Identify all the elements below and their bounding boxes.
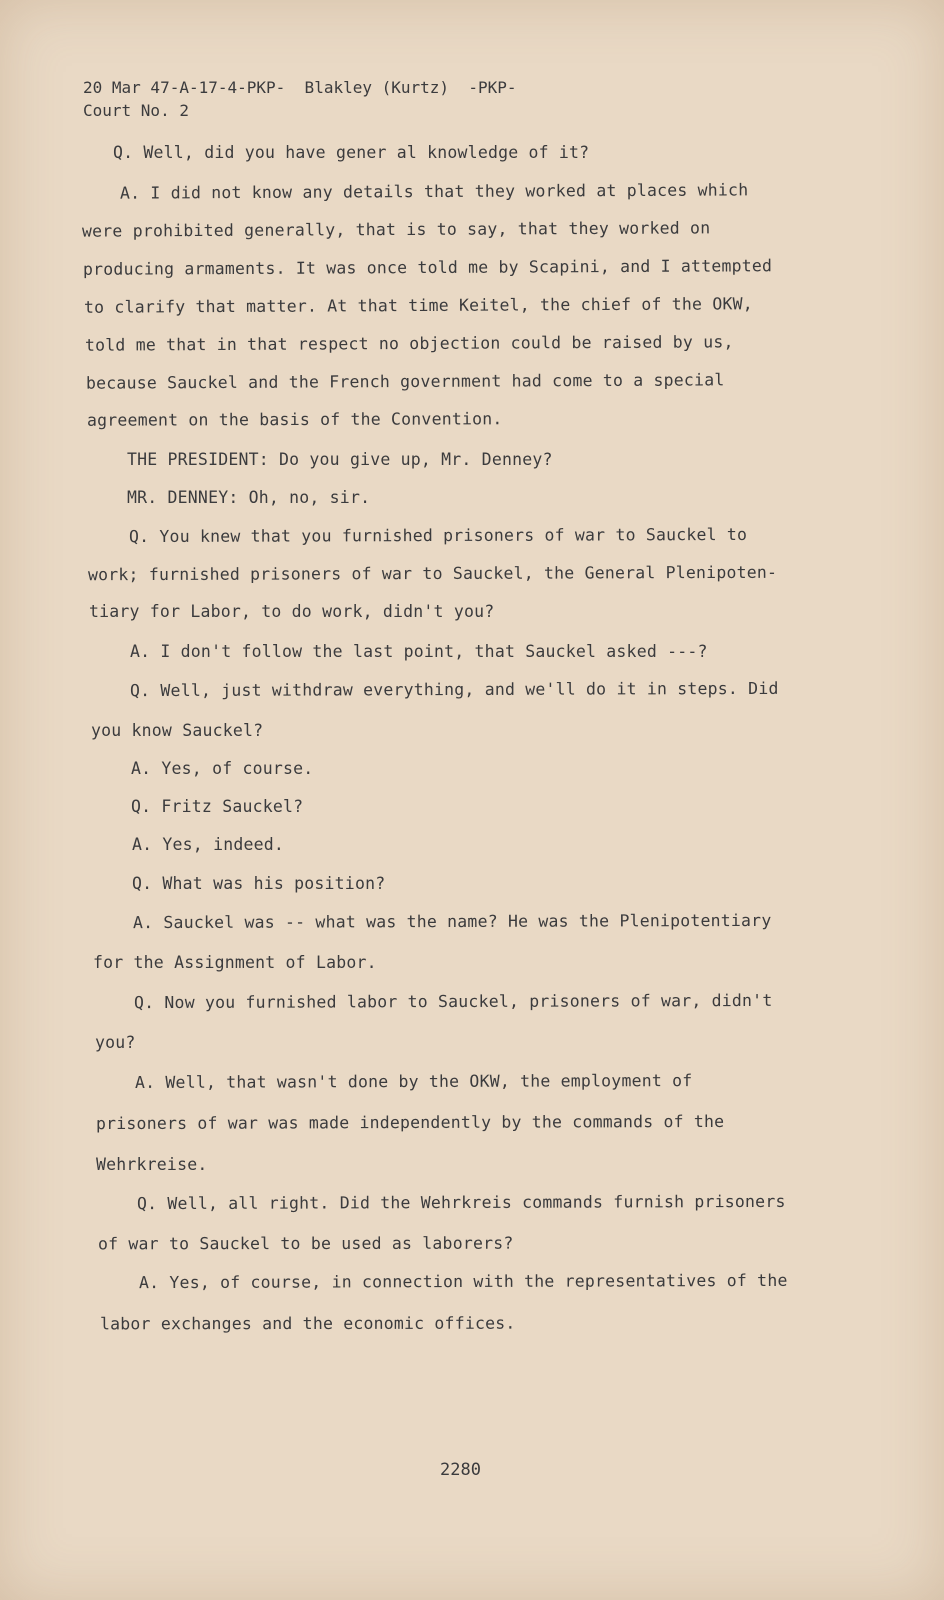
text-line: because Sauckel and the French government had come to a special — [85, 370, 725, 393]
text-line: you know Sauckel? — [91, 721, 264, 740]
header-line-1: 20 Mar 47-A-17-4-PKP- Blakley (Kurtz) -PKP- — [83, 78, 517, 97]
text-line: prisoners of war was made independently by the commands of the — [95, 1111, 725, 1134]
text-line: Q. Now you furnished labor to Sauckel, prisoners of war, didn't — [133, 990, 773, 1013]
text-line: of war to Sauckel to be used as laborers? — [97, 1233, 514, 1254]
text-line: THE PRESIDENT: Do you give up, Mr. Denney? — [127, 450, 553, 469]
text-line: Q. Well, just withdraw everything, and we'll do it in steps. Did — [129, 678, 779, 701]
text-line: were prohibited generally, that is to say, that they worked on — [81, 218, 711, 241]
text-line: Wehrkreise. — [96, 1155, 208, 1174]
text-line: Q. What was his position? — [132, 874, 386, 893]
text-line: A. Sauckel was -- what was the name? He was the Plenipotentiary — [132, 910, 772, 933]
text-line: A. Yes, indeed. — [132, 835, 285, 854]
text-line: labor exchanges and the economic offices. — [99, 1313, 516, 1334]
text-line: A. Well, that wasn't done by the OKW, the employment of — [134, 1071, 693, 1092]
text-line: Q. Well, all right. Did the Wehrkreis commands furnish prisoners — [136, 1191, 786, 1214]
page-number: 2280 — [440, 1460, 481, 1480]
text-line: MR. DENNEY: Oh, no, sir. — [127, 488, 371, 507]
text-line: work; furnished prisoners of war to Sauckel, the General Plenipoten- — [87, 562, 778, 585]
text-line: producing armaments. It was once told me by Scapini, and I attempted — [82, 256, 773, 279]
text-line: tiary for Labor, to do work, didn't you? — [89, 602, 495, 621]
text-line: A. I don't follow the last point, that Sauckel asked ---? — [130, 642, 708, 661]
text-line: A. I did not know any details that they worked at places which — [119, 180, 749, 203]
text-line: for the Assignment of Labor. — [93, 953, 377, 972]
text-line: agreement on the basis of the Convention. — [86, 409, 503, 430]
text-line: Q. Well, did you have gener al knowledge of it? — [113, 143, 590, 162]
text-line: to clarify that matter. At that time Keitel, the chief of the OKW, — [83, 294, 753, 317]
text-line: A. Yes, of course. — [131, 759, 314, 778]
text-line: told me that in that respect no objection could be raised by us, — [84, 332, 734, 355]
text-line: you? — [95, 1033, 136, 1052]
document-header — [83, 76, 516, 122]
header-line-2: Court No. 2 — [83, 101, 189, 120]
text-line: A. Yes, of course, in connection with the representatives of the — [138, 1270, 788, 1293]
text-line: Q. Fritz Sauckel? — [131, 797, 304, 816]
text-line: Q. You knew that you furnished prisoners of war to Sauckel to — [128, 524, 748, 547]
